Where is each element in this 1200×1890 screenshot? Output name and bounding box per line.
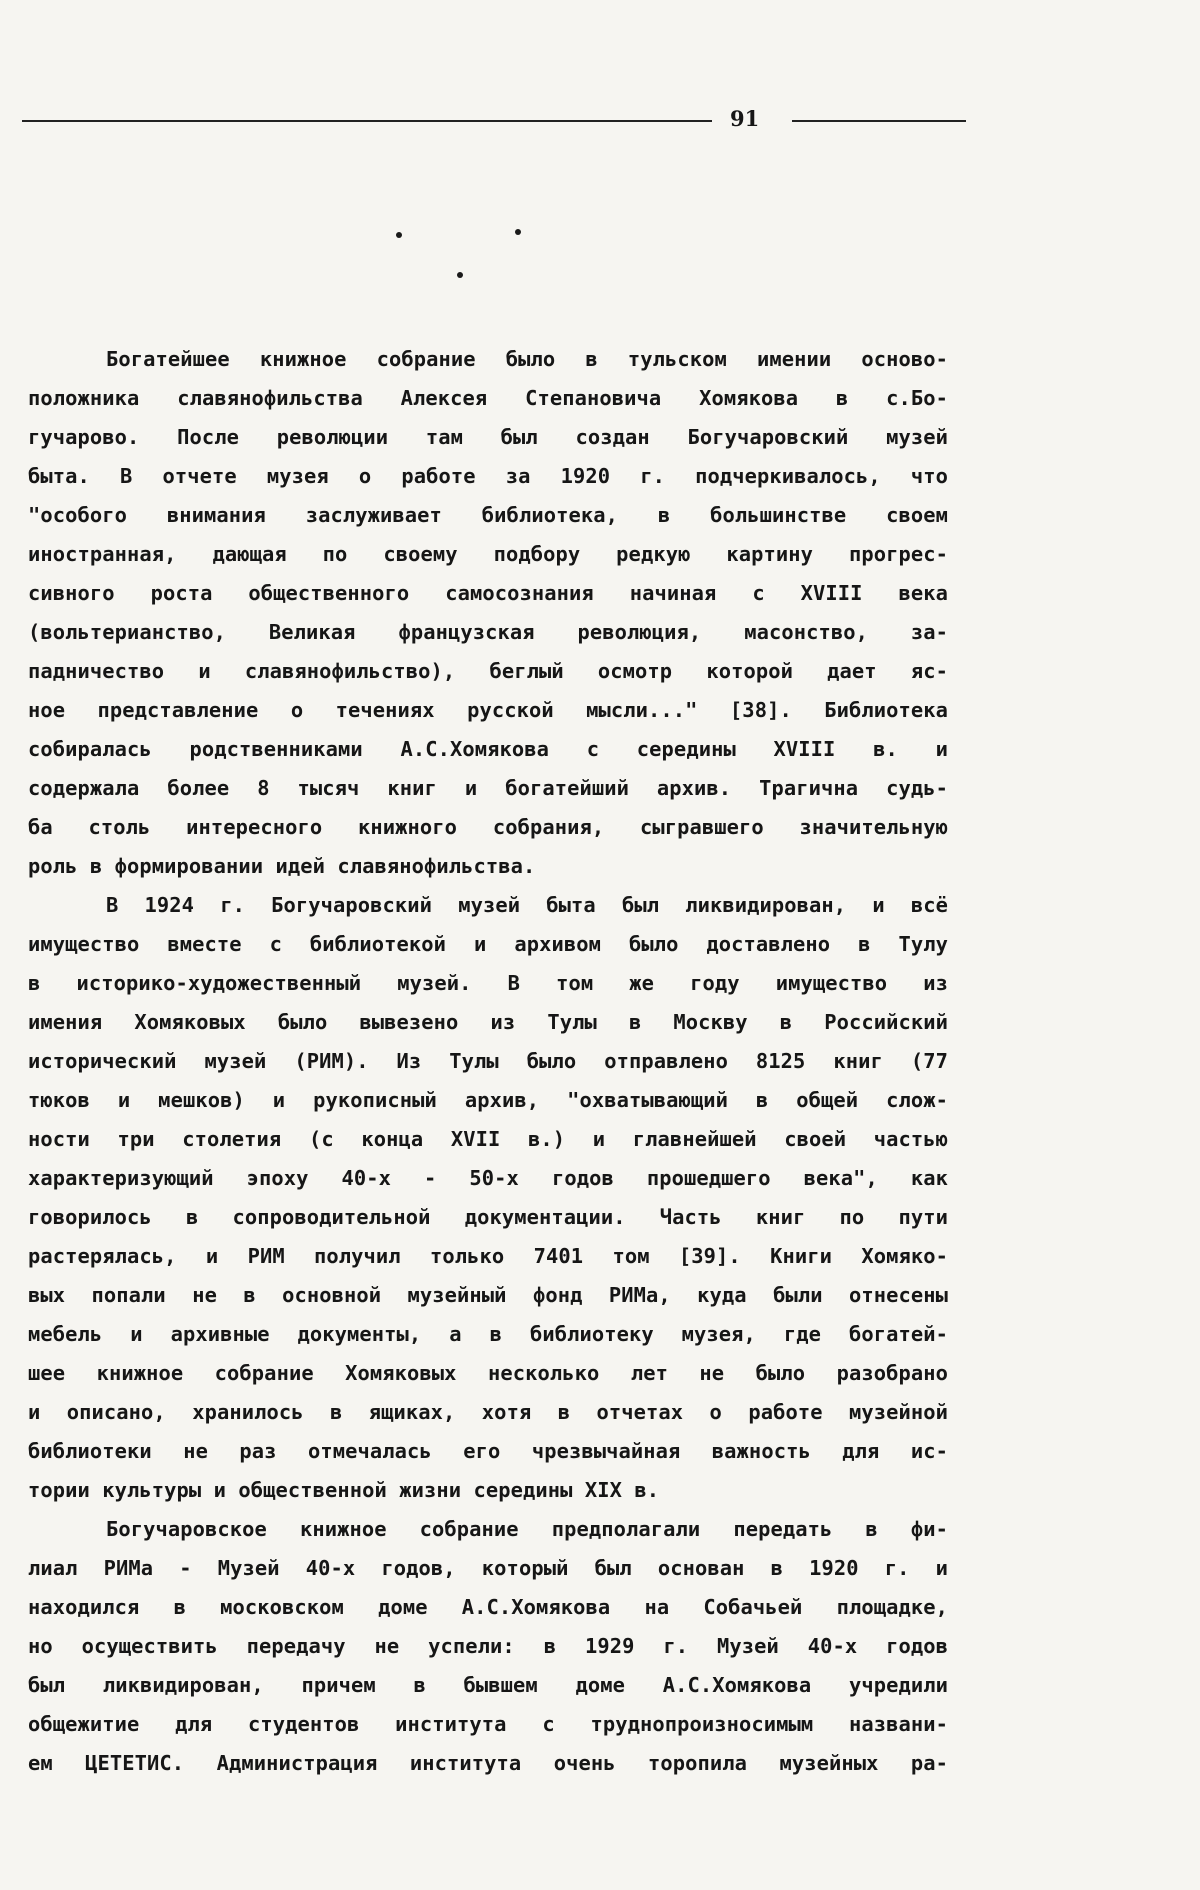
text-line: ем ЦЕТЕТИС. Администрация института очень торопила музейных ра- — [28, 1751, 948, 1775]
page-number: 91 — [730, 106, 760, 131]
text-line: говорилось в сопроводительной документации. Часть книг по пути — [28, 1205, 948, 1229]
text-line: лиал РИМа - Музей 40-х годов, который был основан в 1920 г. и — [28, 1556, 948, 1580]
text-line: растерялась, и РИМ получил только 7401 том [39]. Книги Хомяко- — [28, 1244, 948, 1268]
text-line: находился в московском доме А.С.Хомякова на Собачьей площадке, — [28, 1595, 948, 1619]
text-line: положника славянофильства Алексея Степановича Хомякова в с.Бо- — [28, 386, 948, 410]
text-line: В 1924 г. Богучаровский музей быта был ликвидирован, и всё — [106, 893, 948, 917]
text-line: тории культуры и общественной жизни середины XIX в. — [28, 1478, 660, 1502]
text-line: в историко-художественный музей. В том же году имущество из — [28, 971, 948, 995]
text-line: гучарово. После революции там был создан Богучаровский музей — [28, 425, 948, 449]
text-line: ба столь интересного книжного собрания, сыгравшего значительную — [28, 815, 948, 839]
text-line: и описано, хранилось в ящиках, хотя в отчетах о работе музейной — [28, 1400, 948, 1424]
body-text — [28, 340, 948, 1783]
text-line: Богатейшее книжное собрание было в тульском имении осново- — [106, 347, 948, 371]
text-line: ности три столетия (с конца XVII в.) и главнейшей своей частью — [28, 1127, 948, 1151]
text-line: "особого внимания заслуживает библиотека, в большинстве своем — [28, 503, 948, 527]
header-rule-left — [22, 120, 712, 122]
text-line: общежитие для студентов института с труднопроизносимым названи- — [28, 1712, 948, 1736]
text-line: собиралась родственниками А.С.Хомякова с середины XVIII в. и — [28, 737, 948, 761]
text-line: быта. В отчете музея о работе за 1920 г. подчеркивалось, что — [28, 464, 948, 488]
text-line: имущество вместе с библиотекой и архивом было доставлено в Тулу — [28, 932, 948, 956]
text-line: Богучаровское книжное собрание предполагали передать в фи- — [106, 1517, 948, 1541]
text-line: имения Хомяковых было вывезено из Тулы в Москву в Российский — [28, 1010, 948, 1034]
header-rule-right — [792, 120, 966, 122]
ornament-dot — [396, 232, 402, 238]
text-line: ное представление о течениях русской мысли..." [38]. Библиотека — [28, 698, 948, 722]
text-line: вых попали не в основной музейный фонд РИМа, куда были отнесены — [28, 1283, 948, 1307]
text-line: иностранная, дающая по своему подбору редкую картину прогрес- — [28, 542, 948, 566]
ornament-dot — [457, 272, 463, 278]
text-line: (вольтерианство, Великая французская революция, масонство, за- — [28, 620, 948, 644]
ornament-dot — [515, 229, 521, 235]
text-line: библиотеки не раз отмечалась его чрезвычайная важность для ис- — [28, 1439, 948, 1463]
text-line: мебель и архивные документы, а в библиотеку музея, где богатей- — [28, 1322, 948, 1346]
text-line: шее книжное собрание Хомяковых несколько лет не было разобрано — [28, 1361, 948, 1385]
page-header — [22, 106, 944, 132]
text-line: роль в формировании идей славянофильства. — [28, 854, 536, 878]
text-line: исторический музей (РИМ). Из Тулы было отправлено 8125 книг (77 — [28, 1049, 948, 1073]
text-line: сивного роста общественного самосознания начиная с XVIII века — [28, 581, 948, 605]
text-line: содержала более 8 тысяч книг и богатейший архив. Трагична судь- — [28, 776, 948, 800]
text-line: характеризующий эпоху 40-х - 50-х годов прошедшего века", как — [28, 1166, 948, 1190]
text-line: был ликвидирован, причем в бывшем доме А.С.Хомякова учредили — [28, 1673, 948, 1697]
text-line: падничество и славянофильство), беглый осмотр которой дает яс- — [28, 659, 948, 683]
text-line: тюков и мешков) и рукописный архив, "охватывающий в общей слож- — [28, 1088, 948, 1112]
text-line: но осуществить передачу не успели: в 1929 г. Музей 40-х годов — [28, 1634, 948, 1658]
